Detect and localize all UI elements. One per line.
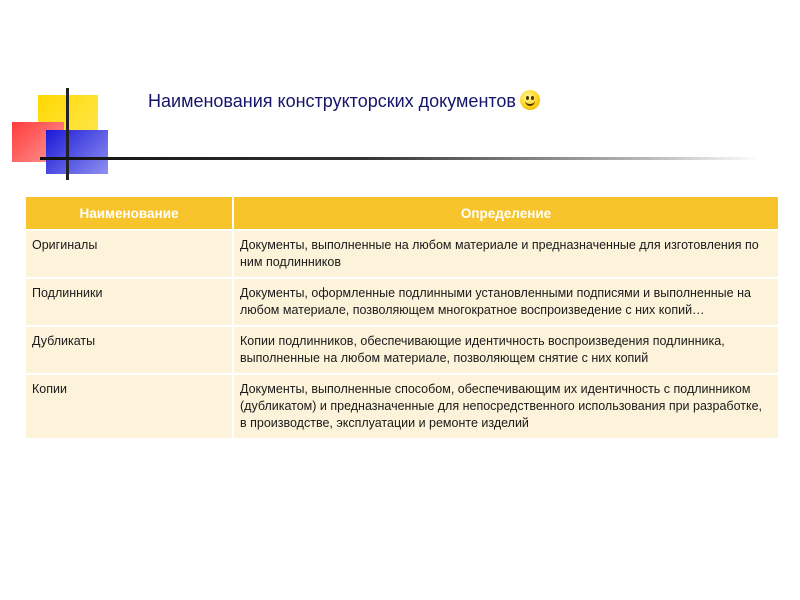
table-row (26, 374, 778, 438)
row-definition: Документы, выполненные на любом материале и предназначенные для изготовления по ним подлинников (233, 230, 778, 278)
table-row (26, 230, 778, 278)
table-row (26, 278, 778, 326)
row-name: Копии (26, 374, 233, 438)
row-definition: Копии подлинников, обеспечивающие идентичность воспроизведения подлинника, выполненные на любом материале, позволяющем снятие с них копий (233, 326, 778, 374)
header-name: Наименование (26, 197, 233, 230)
row-name: Подлинники (26, 278, 233, 326)
row-name: Дубликаты (26, 326, 233, 374)
title-divider (40, 157, 760, 160)
table-row (26, 326, 778, 374)
vertical-line (66, 88, 69, 180)
row-name: Оригиналы (26, 230, 233, 278)
documents-table (26, 197, 778, 438)
table-header-row (26, 197, 778, 230)
page-title-text: Наименования конструкторских документов (148, 91, 516, 111)
blue-square (46, 130, 108, 174)
smiley-icon (520, 90, 540, 110)
decorative-squares-logo (0, 0, 130, 190)
row-definition: Документы, оформленные подлинными установленными подписями и выполненные на любом материале, позволяющем многократное воспроизведение с них копий… (233, 278, 778, 326)
page-title (148, 90, 540, 112)
row-definition: Документы, выполненные способом, обеспечивающим их идентичность с подлинником (дубликатом) и предназначенные для непосредственного использования при разработке, в производстве, эксплуатации и ремонте изделий (233, 374, 778, 438)
header-definition: Определение (233, 197, 778, 230)
